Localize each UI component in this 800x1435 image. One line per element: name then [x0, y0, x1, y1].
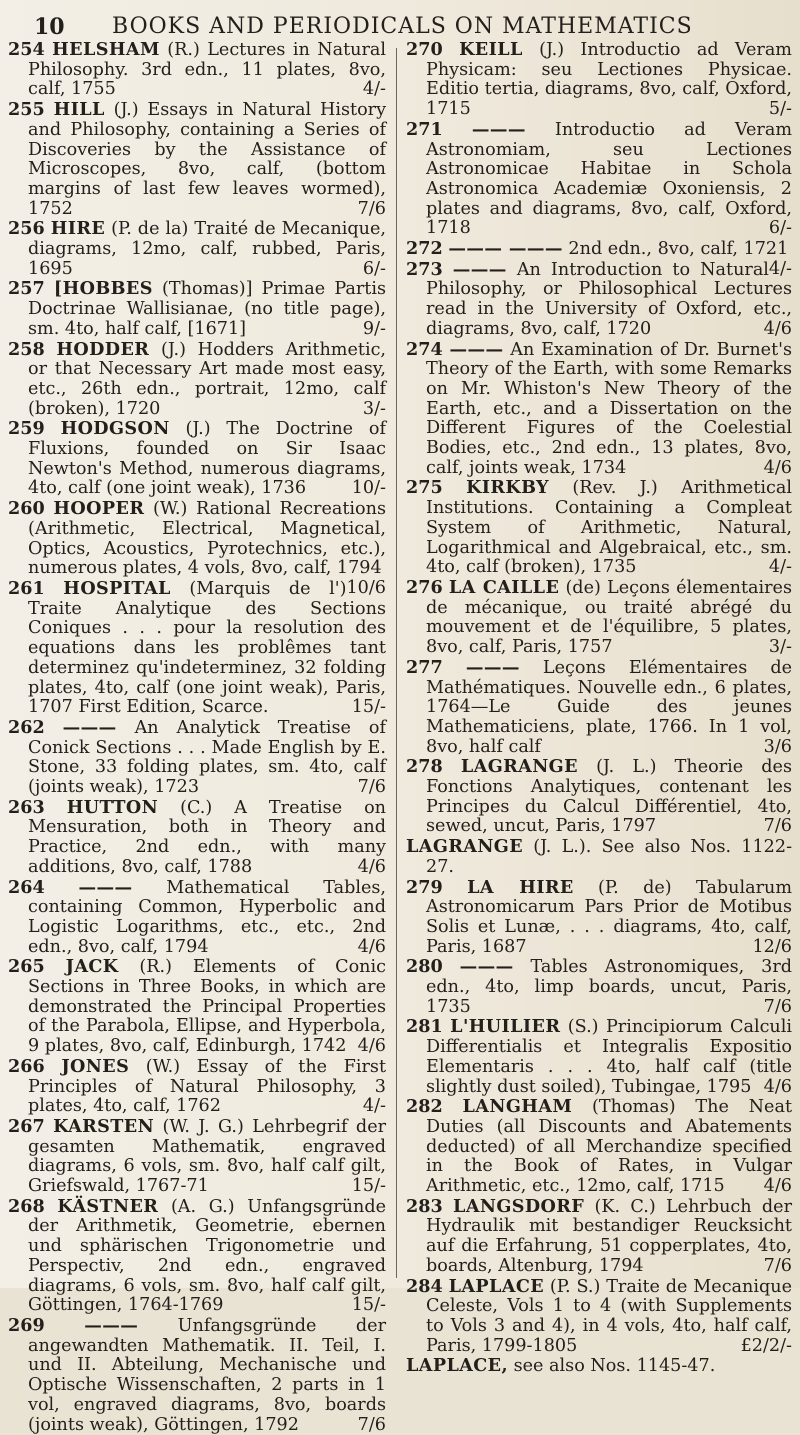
entry-price: 3/6	[763, 736, 792, 757]
entry-price: 9/-	[362, 318, 386, 339]
catalogue-entry	[8, 279, 386, 339]
entry-number: 284	[406, 1275, 443, 1297]
entry-description: Introductio ad Veram Astronomiam, seu Lectiones Astronomicae Habitae in Schola Astronomica Academiæ Oxoniensis, 2 plates and diagrams, 8vo, calf, Oxford, 1718	[426, 119, 793, 239]
catalogue-entry	[406, 120, 792, 239]
entry-description: (P. de la) Traité de Mecanique, diagrams, 12mo, calf, rubbed, Paris, 1695	[28, 219, 386, 279]
entry-number: 275	[406, 477, 443, 499]
entry-price: 12/6	[752, 936, 792, 957]
entry-description: An Examination of Dr. Burnet's Theory of the Earth, with some Remarks on Mr. Whiston's New Theory of the Earth, etc., and a Dissertation on the Different Figures of the Coelestial Bodies, etc., 2nd edn., 13 plates, 8vo, calf, joints weak, 1734	[426, 339, 793, 478]
entry-price: 6/-	[362, 258, 386, 279]
entry-author: ———	[465, 656, 520, 678]
entry-description: (J. L.). See also Nos. 1122-27.	[426, 837, 793, 877]
entry-description: (Marquis de l') Traite Analytique des Sections Coniques . . . pour la resolution des equations dans les problêmes tant determinez qu'indeterminez, 32 folding plates, 4to, calf (one joint weak), Paris, 1707 First Edition, Scarce.	[28, 578, 386, 718]
entry-description: (K. C.) Lehrbuch der Hydraulik mit bestandiger Reucksicht auf die Erfahrung, 51 copperplates, 4to, boards, Altenburg, 1794	[426, 1196, 793, 1276]
entry-author: KARSTEN	[53, 1115, 155, 1137]
entry-description: (J.) Introductio ad Veram Physicam: seu Lectiones Physicae. Editio tertia, diagrams, 8vo, calf, Oxford, 1715	[426, 40, 792, 120]
entry-description: Unfangsgründe der angewandten Mathematik. II. Teil, I. und II. Abteilung, Mechanische und Optische Wissenschaften, 2 parts in 1 vol, engraved diagrams, 8vo, boards (joints weak), Göttingen, 1792	[28, 1316, 386, 1435]
entry-description: (R.) Elements of Conic Sections in Three Books, in which are demonstrated the Principal Properties of the Parabola, Ellipse, and Hyperbola, 9 plates, 8vo, calf, Edinburgh, 1742	[28, 957, 386, 1057]
entry-description: (W. J. G.) Lehrbegrif der gesamten Mathematik, engraved diagrams, 6 vols, sm. 8vo, half calf gilt, Griefswald, 1767-71	[28, 1116, 387, 1197]
entry-author: JACK	[65, 956, 119, 978]
entry-author: LAGRANGE	[460, 756, 578, 778]
entry-number: 260	[8, 498, 45, 520]
entry-number: 266	[8, 1055, 45, 1077]
entry-number: 261	[8, 577, 45, 599]
entry-price: 4/6	[763, 457, 792, 478]
entry-author: JONES	[61, 1055, 130, 1077]
catalogue-entry	[8, 957, 386, 1057]
entry-description: (S.) Principiorum Calculi Differentialis et Integralis Expositio Elementaris . . . 4to, half calf (title slightly dust soiled), Tubingae, 1795	[426, 1017, 793, 1097]
entry-description: (J.) Hodders Arithmetic, or that Necessary Art made most easy, etc., 26th edn., portrait, 12mo, calf (broken), 1720	[28, 339, 387, 419]
entry-author: [HOBBES	[53, 278, 153, 300]
entry-price: 4/6	[763, 318, 792, 339]
entry-description: (Thomas)] Primae Partis Doctrinae Wallisianae, (no title page), sm. 4to, half calf, [1671]	[28, 279, 386, 339]
catalogue-entry	[406, 957, 792, 1017]
entry-description: (de) Leçons élementaires de mécanique, ou traité abrégé du mouvement et de l'équilibre, 5 plates, 8vo, calf, Paris, 1757	[426, 577, 792, 658]
catalogue-entry	[406, 878, 792, 958]
catalogue-entry	[8, 798, 386, 878]
entry-description: (W.) Essay of the First Principles of Natural Philosophy, 3 plates, 4to, calf, 1762	[28, 1056, 387, 1117]
entry-author: HODDER	[56, 338, 150, 360]
right-column	[406, 39, 793, 1377]
running-title: BOOKS AND PERIODICALS ON MATHEMATICS	[112, 14, 693, 39]
entry-price: 4/-	[768, 258, 792, 279]
entry-description: (Thomas) The Neat Duties (all Discounts and Abatements deducted) of all Merchandize specified in the Book of Rates, in Vulgar Arithmetic, etc., 12mo, calf, 1715	[426, 1097, 793, 1197]
entry-description: (Rev. J.) Arithmetical Institutions. Containing a Compleat System of Arithmetic, Natural, Logarithmical and Algebraical, etc., sm. 4to, calf (broken), 1735	[426, 478, 793, 578]
entry-number: 257	[8, 278, 45, 300]
entry-author: KIRKBY	[466, 477, 550, 499]
entry-number: 278	[406, 756, 443, 778]
entry-number: 279	[406, 876, 443, 898]
entry-description: (P. de) Tabularum Astronomicarum Pars Prior de Motibus Solis et Lunæ, . . . diagrams, 4to, calf, Paris, 1687	[426, 877, 793, 957]
entry-author: ———	[471, 118, 526, 140]
catalogue-entry	[406, 578, 792, 658]
entry-number: 264	[8, 876, 45, 898]
catalogue-entry	[8, 1316, 386, 1435]
entry-author: L'HUILIER	[450, 1016, 561, 1038]
entry-description: (R.) Lectures in Natural Philosophy. 3rd edn., 11 plates, 8vo, calf, 1755	[28, 40, 387, 100]
entry-price: 4/6	[357, 936, 386, 957]
catalogue-entry	[406, 757, 792, 837]
entry-number: 273	[406, 258, 443, 280]
entry-price: 4/6	[357, 856, 386, 877]
catalogue-entry	[8, 219, 386, 279]
entry-author: HUTTON	[66, 796, 159, 818]
entry-price: 4/-	[362, 1096, 386, 1117]
entry-price: 5/-	[768, 99, 792, 120]
entry-author: LANGSDORF	[453, 1195, 585, 1217]
entry-price: 4/-	[362, 79, 386, 100]
entry-number: 274	[406, 338, 443, 360]
catalogue-entry	[8, 579, 386, 718]
entry-price: 4/6	[357, 1036, 386, 1057]
entry-description: Leçons Elémentaires de Mathématiques. Nouvelle edn., 6 plates, 1764—Le Guide des jeunes Mathematiciens, plate, 1766. In 1 vol, 8vo, half calf	[426, 657, 793, 757]
entry-number: 259	[8, 418, 45, 440]
entry-price: 7/6	[763, 1255, 792, 1276]
catalogue-entry	[8, 40, 386, 100]
entry-price: 7/6	[357, 777, 386, 798]
entry-description: see also Nos. 1145-47.	[513, 1356, 716, 1377]
entry-price: 3/-	[362, 398, 386, 419]
entry-author: KÄSTNER	[57, 1195, 159, 1217]
entry-author: ———	[84, 1315, 139, 1336]
entry-description: (C.) A Treatise on Mensuration, both in Theory and Practice, 2nd edn., with many additions, 8vo, calf, 1788	[28, 797, 387, 877]
entry-description: Mathematical Tables, containing Common, Hyperbolic and Logistic Logarithms, etc., etc., 2nd edn., 8vo, calf, 1794	[28, 877, 386, 957]
entry-price: 7/6	[357, 1414, 386, 1435]
entry-price: £2/2/-	[740, 1335, 792, 1356]
entry-number: 269	[8, 1315, 45, 1336]
entry-author: LAPLACE	[448, 1275, 545, 1297]
entry-description: (A. G.) Unfangsgründe der Arithmetik, Geometrie, ebernen und sphärischen Trigonometrie und Perspectiv, 2nd edn., engraved diagrams, 6 vols, sm. 8vo, half calf gilt, Göttingen, 1764-1769	[28, 1196, 387, 1316]
entry-price: 10/-	[351, 478, 386, 499]
entry-number: 271	[406, 118, 443, 140]
entry-price: 6/-	[768, 218, 792, 239]
catalogue-entry	[8, 1057, 386, 1117]
entry-description: (J.) Essays in Natural History and Philosophy, containing a Series of Discoveries by the Assistance of Microscopes, 8vo, calf, (bottom margins of last few leaves wormed), 1752	[28, 100, 387, 219]
entry-author: ——— ———	[448, 238, 563, 260]
catalogue-entry	[406, 1197, 792, 1277]
entry-author: HODGSON	[60, 418, 170, 440]
entry-author: KEILL	[459, 39, 523, 60]
column-divider	[396, 48, 397, 1278]
entry-price: 4/6	[763, 1076, 792, 1097]
catalogue-entry	[406, 658, 792, 758]
entry-price: 3/-	[768, 637, 792, 658]
catalogue-entry	[8, 1197, 386, 1316]
catalogue-entry	[406, 340, 792, 479]
entry-number: 276	[406, 576, 443, 598]
catalogue-entry	[406, 1097, 792, 1197]
entry-number: 267	[8, 1115, 45, 1137]
entry-author: HELSHAM	[52, 39, 160, 60]
entry-author: ———	[459, 956, 514, 978]
entry-author: LANGHAM	[462, 1096, 573, 1118]
entry-number: 262	[8, 716, 45, 738]
entry-description: An Introduction to Natural Philosophy, or Philosophical Lectures read in the University of Oxford, etc., diagrams, 8vo, calf, 1720	[426, 259, 792, 339]
entry-number: 270	[406, 39, 443, 60]
entry-description: (J.) The Doctrine of Fluxions, founded on Sir Isaac Newton's Method, numerous diagrams, 4to, calf (one joint weak), 1736	[28, 419, 387, 499]
entry-price: 7/6	[357, 198, 386, 219]
entry-number: 277	[406, 656, 443, 678]
entry-author: ———	[62, 716, 117, 738]
catalogue-entry	[406, 260, 792, 340]
entry-author: HOOPER	[53, 498, 145, 520]
catalogue-entry	[8, 1117, 386, 1197]
entry-description: (J. L.) Theorie des Fonctions Analytiques, contenant les Principes du Calcul Différentiel, 4to, sewed, uncut, Paris, 1797	[426, 757, 792, 837]
entry-number: 263	[8, 796, 45, 818]
entry-author: HILL	[53, 99, 105, 121]
entry-author: ———	[449, 338, 504, 360]
catalogue-entry	[406, 1017, 792, 1097]
entry-description: Tables Astronomiques, 3rd edn., 4to, limp boards, uncut, Paris, 1735	[426, 957, 792, 1017]
entry-author: ———	[78, 876, 133, 898]
entry-number: 255	[8, 99, 45, 121]
catalogue-entry	[8, 419, 386, 499]
entry-price: 15/-	[351, 1176, 386, 1197]
entry-price: 7/6	[763, 816, 792, 837]
entry-number: 280	[406, 956, 443, 978]
catalogue-entry	[406, 1277, 792, 1357]
entry-number: 254	[8, 39, 45, 60]
entry-description: (P. S.) Traite de Mecanique Celeste, Vols 1 to 4 (with Supplements to Vols 3 and 4), in 4 vols, 4to, half calf, Paris, 1799-1805	[426, 1276, 793, 1356]
entry-price: 15/-	[351, 1295, 386, 1316]
catalogue-entry	[8, 878, 386, 958]
entry-author: HIRE	[50, 218, 106, 240]
entry-author: LA CAILLE	[448, 576, 560, 598]
entry-author: HOSPITAL	[63, 577, 171, 599]
page-number: 10	[34, 14, 65, 40]
entry-author: ———	[452, 258, 507, 280]
entry-price: 4/6	[763, 1176, 792, 1197]
entry-number: 256	[8, 218, 45, 240]
entry-number: 281	[406, 1016, 443, 1038]
catalogue-entry	[406, 40, 792, 120]
catalogue-entry	[8, 718, 386, 798]
entry-number: 282	[406, 1096, 443, 1118]
entry-description: 2nd edn., 8vo, calf, 1721	[568, 239, 789, 260]
entry-description: (W.) Rational Recreations (Arithmetic, Electrical, Magnetical, Optics, Acoustics, Pyrotechnics, etc.), numerous plates, 4 vols, 8vo, calf, 1794	[28, 499, 387, 579]
entry-number: 272	[406, 238, 443, 260]
catalogue-entry	[406, 837, 792, 877]
entry-author: LAGRANGE	[406, 836, 524, 858]
catalogue-entry	[406, 1356, 792, 1377]
entry-number: 283	[406, 1195, 443, 1217]
entry-author: LAPLACE,	[406, 1355, 509, 1377]
catalogue-entry	[406, 478, 792, 578]
entry-description: An Analytick Treatise of Conick Sections . . . Made English by E. Stone, 33 folding plates, sm. 4to, calf (joints weak), 1723	[28, 717, 387, 798]
left-column	[8, 39, 387, 1435]
entry-price: 4/-	[768, 557, 792, 578]
entry-price: 7/6	[763, 996, 792, 1017]
entry-number: 258	[8, 338, 45, 360]
entry-number: 265	[8, 956, 45, 978]
entry-number: 268	[8, 1195, 45, 1217]
entry-price: 15/-	[351, 697, 386, 718]
catalogue-entry	[8, 340, 386, 420]
entry-price: 10/6	[346, 577, 386, 598]
catalogue-entry	[8, 100, 386, 219]
entry-author: LA HIRE	[467, 876, 574, 898]
